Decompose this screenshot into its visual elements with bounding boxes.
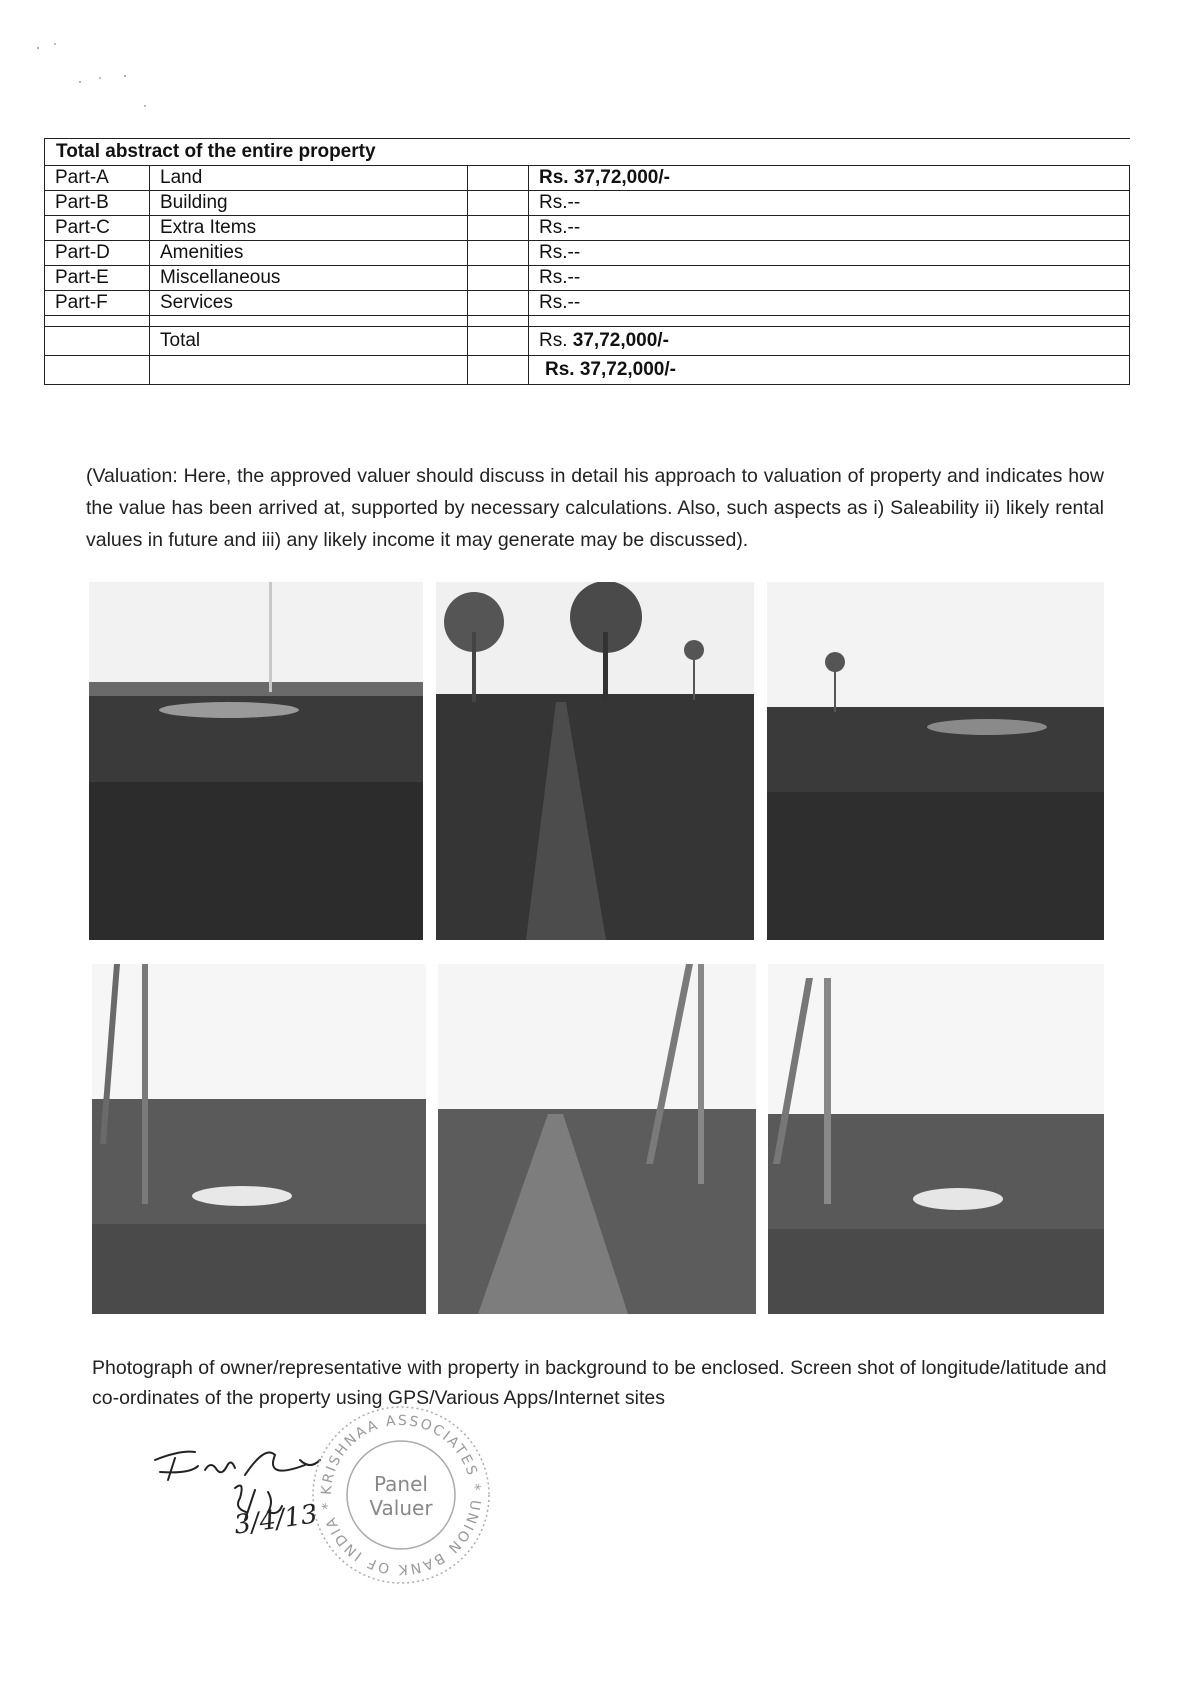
part-item: Services xyxy=(150,291,468,316)
empty-cell xyxy=(468,327,529,356)
total-prefix: Rs. xyxy=(539,330,573,351)
total-label: Total xyxy=(150,327,468,356)
property-photo-2 xyxy=(436,582,754,940)
table-spacer-row xyxy=(45,316,1130,327)
part-code: Part-A xyxy=(45,166,150,191)
part-item: Land xyxy=(150,166,468,191)
empty-cell xyxy=(468,191,529,216)
part-amount: Rs.-- xyxy=(529,191,1130,216)
signature-date: 3/4/13 xyxy=(232,1499,320,1541)
property-photo-4 xyxy=(92,964,426,1314)
part-item: Miscellaneous xyxy=(150,266,468,291)
table-row xyxy=(45,241,1130,266)
empty-cell xyxy=(468,266,529,291)
valuer-stamp xyxy=(306,1400,496,1590)
stamp-ring-text: KRISHNAA ASSOCIATES * UNION BANK OF INDIA * xyxy=(318,1412,484,1578)
property-photo-6 xyxy=(768,964,1104,1314)
part-amount: Rs. 37,72,000/- xyxy=(529,166,1130,191)
part-item: Building xyxy=(150,191,468,216)
final-amount: Rs. 37,72,000/- xyxy=(529,356,1130,385)
part-code: Part-C xyxy=(45,216,150,241)
scan-specks xyxy=(30,40,170,120)
empty-cell xyxy=(45,356,150,385)
empty-cell xyxy=(468,356,529,385)
empty-cell xyxy=(45,327,150,356)
empty-cell xyxy=(468,166,529,191)
empty-cell xyxy=(150,356,468,385)
stamp-line-1: Panel xyxy=(374,1472,428,1496)
table-row xyxy=(45,191,1130,216)
part-amount: Rs.-- xyxy=(529,241,1130,266)
part-code: Part-B xyxy=(45,191,150,216)
property-photo-1 xyxy=(89,582,423,940)
table-row xyxy=(45,216,1130,241)
table-row xyxy=(45,166,1130,191)
abstract-table xyxy=(44,165,1130,385)
part-code: Part-E xyxy=(45,266,150,291)
part-code: Part-D xyxy=(45,241,150,266)
part-amount: Rs.-- xyxy=(529,216,1130,241)
empty-cell xyxy=(468,216,529,241)
part-item: Amenities xyxy=(150,241,468,266)
part-amount: Rs.-- xyxy=(529,291,1130,316)
total-amount xyxy=(529,327,1130,356)
table-row xyxy=(45,291,1130,316)
total-value: 37,72,000/- xyxy=(572,330,669,351)
part-amount: Rs.-- xyxy=(529,266,1130,291)
property-photo-3 xyxy=(767,582,1104,940)
stamp-line-2: Valuer xyxy=(369,1496,433,1520)
property-photo-5 xyxy=(438,964,756,1314)
abstract-title: Total abstract of the entire property xyxy=(44,138,1130,165)
final-row xyxy=(45,356,1130,385)
empty-cell xyxy=(468,291,529,316)
valuation-note: (Valuation: Here, the approved valuer should discuss in detail his approach to valuation of property and indicates how the value has been arrived at, supported by necessary calculations. Also, such aspects as i) Saleability ii) likely rental values in future and iii) any likely income it may generate may be discussed). xyxy=(86,464,1104,551)
photo-caption: Photograph of owner/representative with property in background to be enclosed. Screen shot of longitude/latitude and co-ordinates of the property using GPS/Various Apps/Internet sites xyxy=(92,1356,1107,1409)
empty-cell xyxy=(468,241,529,266)
total-row xyxy=(45,327,1130,356)
part-code: Part-F xyxy=(45,291,150,316)
table-row xyxy=(45,266,1130,291)
total-abstract-section xyxy=(44,138,1130,385)
part-item: Extra Items xyxy=(150,216,468,241)
